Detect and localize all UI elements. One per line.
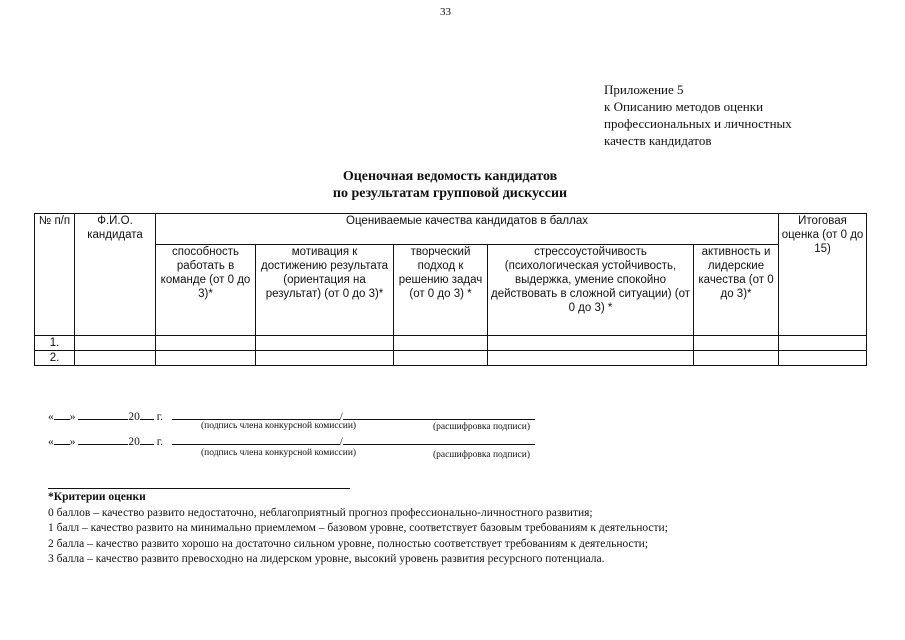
header-full-name: Ф.И.О. кандидата <box>75 214 156 336</box>
row-number: 1. <box>35 336 75 351</box>
table-row <box>35 351 867 366</box>
cell-full-name[interactable] <box>75 351 156 366</box>
signature-caption: (подпись члена конкурсной комиссии) <box>201 421 357 431</box>
decoding-caption: (расшифровка подписи) <box>433 450 530 460</box>
cell-leadership[interactable] <box>694 336 779 351</box>
header-total-score: Итоговая оценка (от 0 до 15) <box>779 214 867 336</box>
decoding-caption: (расшифровка подписи) <box>433 422 530 432</box>
row-number: 2. <box>35 351 75 366</box>
month-field[interactable] <box>78 434 128 445</box>
year-prefix: 20 <box>128 411 140 423</box>
cell-creativity[interactable] <box>394 336 488 351</box>
year-suffix: г. <box>156 411 164 423</box>
cell-motivation[interactable] <box>256 336 394 351</box>
close-quote: » <box>69 411 76 423</box>
slash: / <box>339 436 343 448</box>
day-field[interactable] <box>54 409 70 420</box>
cell-teamwork[interactable] <box>156 351 256 366</box>
signature-line-2 <box>48 434 535 448</box>
month-field[interactable] <box>78 409 128 420</box>
footnote-divider <box>48 488 350 489</box>
document-title: Оценочная ведомость кандидатов <box>342 169 558 184</box>
cell-creativity[interactable] <box>394 351 488 366</box>
cell-total[interactable] <box>779 336 867 351</box>
appendix-line: Приложение 5 <box>604 82 684 97</box>
year-suffix: г. <box>156 436 164 448</box>
signature-decoding-field[interactable] <box>343 434 535 445</box>
cell-stress-resistance[interactable] <box>488 336 694 351</box>
open-quote: « <box>48 436 54 448</box>
year-field[interactable] <box>140 409 154 420</box>
header-teamwork: способность работать в команде (от 0 до 3)* <box>156 245 256 336</box>
day-field[interactable] <box>54 434 70 445</box>
page-number: 33 <box>440 6 451 18</box>
cell-leadership[interactable] <box>694 351 779 366</box>
appendix-line: качеств кандидатов <box>604 133 712 148</box>
header-creativity: творческий подход к решению задач (от 0 до 3) * <box>394 245 488 336</box>
cell-motivation[interactable] <box>256 351 394 366</box>
appendix-line: профессиональных и личностных <box>604 116 792 131</box>
signature-field[interactable] <box>172 434 340 445</box>
appendix-note <box>604 81 792 149</box>
open-quote: « <box>48 411 54 423</box>
year-field[interactable] <box>140 434 154 445</box>
criteria-item: 1 балл – качество развито на минимально приемлемом – базовом уровне, соответствует базовым требованиям к деятельности; <box>48 522 668 534</box>
cell-stress-resistance[interactable] <box>488 351 694 366</box>
criteria-item: 3 балла – качество развито превосходно на лидерском уровне, высокий уровень развития ресурсного потенциала. <box>48 553 605 565</box>
signature-caption: (подпись члена конкурсной комиссии) <box>201 448 357 458</box>
header-assessed-qualities: Оцениваемые качества кандидатов в баллах <box>156 214 779 245</box>
close-quote: » <box>69 436 76 448</box>
criteria-item: 2 балла – качество развито хорошо на достаточно сильном уровне, полностью соответствует требованиям к деятельности; <box>48 537 649 550</box>
header-leadership: активность и лидерские качества (от 0 до 3)* <box>694 245 779 336</box>
criteria-footnote <box>48 490 668 568</box>
table-row <box>35 336 867 351</box>
criteria-item: 0 баллов – качество развито недостаточно, неблагоприятный прогноз профессионально-личностного развития; <box>48 506 593 519</box>
cell-teamwork[interactable] <box>156 336 256 351</box>
signature-decoding-field[interactable] <box>343 409 535 420</box>
header-motivation: мотивация к достижению результата (ориентация на результат) (от 0 до 3)* <box>256 245 394 336</box>
header-number: № п/п <box>35 214 75 336</box>
year-prefix: 20 <box>128 436 140 448</box>
header-stress-resistance: стрессоустойчивость (психологическая устойчивость, выдержка, умение спокойно действовать в сложной ситуации) (от 0 до 3) * <box>488 245 694 336</box>
cell-total[interactable] <box>779 351 867 366</box>
signature-field[interactable] <box>172 409 340 420</box>
cell-full-name[interactable] <box>75 336 156 351</box>
slash: / <box>339 411 343 423</box>
document-subtitle: по результатам групповой дискуссии <box>332 186 568 201</box>
evaluation-table <box>34 213 867 366</box>
appendix-line: к Описанию методов оценки <box>604 99 764 114</box>
criteria-heading: *Критерии оценки <box>48 491 146 503</box>
